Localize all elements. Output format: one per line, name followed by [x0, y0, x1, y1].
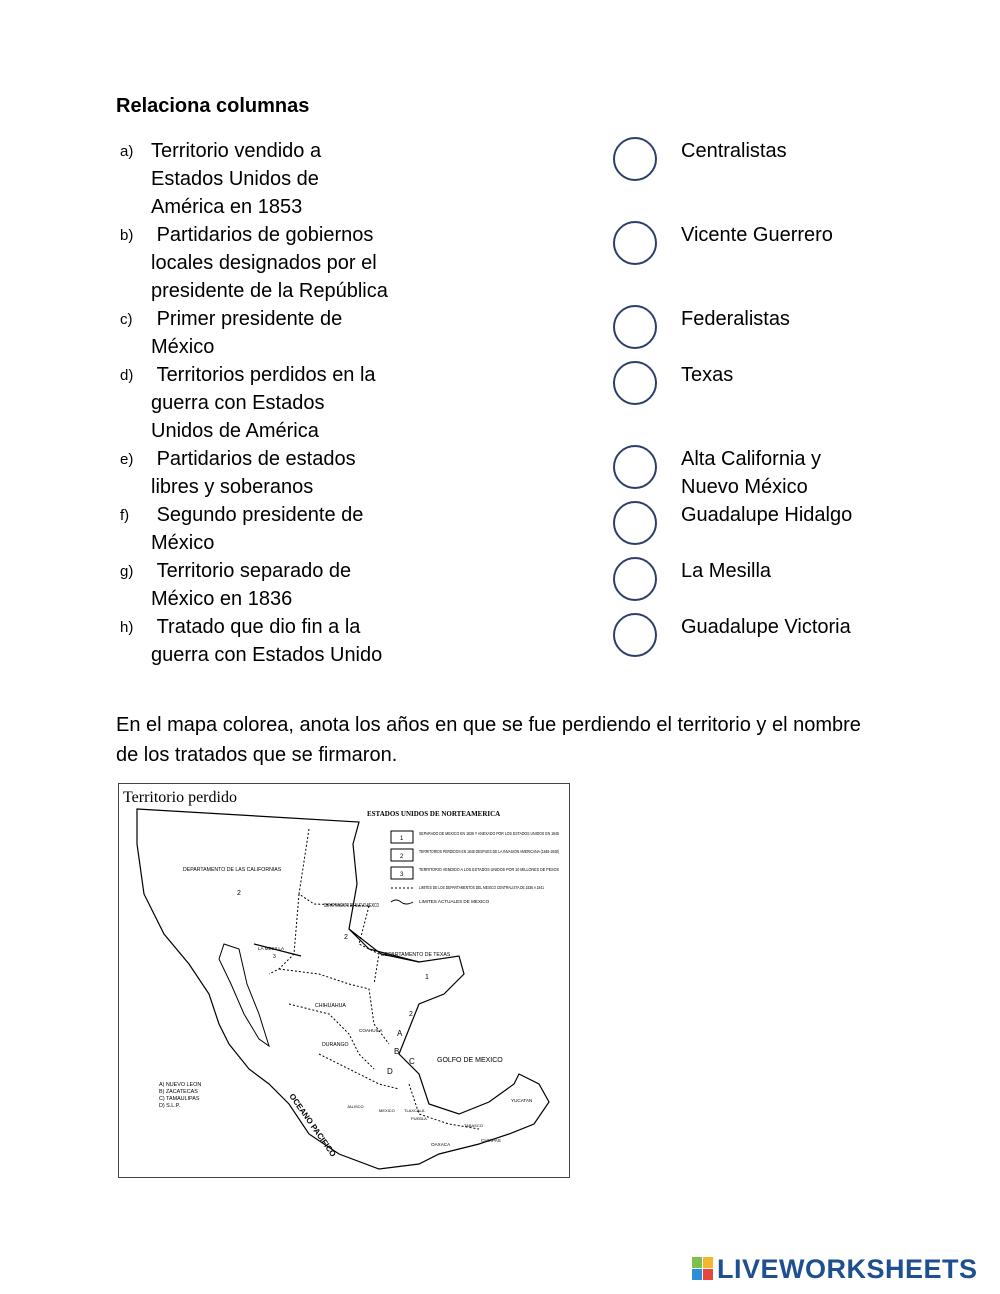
- match-item-b: [120, 221, 410, 305]
- answer-circle-1[interactable]: [613, 137, 657, 181]
- abbrev-item: A) NUEVO LEON: [159, 1082, 202, 1088]
- map-label: TLAXCALA: [404, 1108, 425, 1113]
- abbrev-list: [159, 1082, 201, 1109]
- answer-circle-4[interactable]: [613, 361, 657, 405]
- region-number: 3: [273, 954, 276, 960]
- item-letter: h): [120, 619, 134, 636]
- state-letter: D: [387, 1067, 393, 1076]
- legend-text: TERRITORIO VENDIDO A LOS ESTADOS UNIDOS POR 10 MILLONES DE PESOS: [419, 867, 559, 872]
- legend-line-text: LIMITES ACTUALES DE MEXICO: [419, 899, 490, 904]
- item-text: Tratado que dio fin a la guerra con Estados Unido: [151, 616, 383, 666]
- item-text: Partidarios de estados libres y soberanos: [151, 448, 356, 498]
- match-item-f: [120, 501, 410, 557]
- state-letter: B: [394, 1047, 400, 1056]
- match-item-c: [120, 305, 410, 361]
- legend-key: 3: [400, 872, 404, 878]
- map-label: DURANGO: [322, 1042, 349, 1048]
- map-label: COAHUILA: [359, 1028, 383, 1033]
- region-number: 2: [237, 890, 241, 897]
- item-text: Territorio vendido a Estados Unidos de América en 1853: [151, 140, 322, 218]
- map-title: Territorio perdido: [123, 789, 237, 806]
- page-title: Relaciona columnas: [116, 95, 310, 117]
- legend-key: 2: [400, 854, 404, 860]
- map-label: LA MESILLA: [258, 946, 285, 951]
- match-item-g: [120, 557, 410, 613]
- item-text: Primer presidente de México: [151, 308, 343, 358]
- region-number: 2: [344, 934, 348, 941]
- legend-key: 1: [400, 836, 404, 842]
- match-item-e: [120, 445, 410, 501]
- answer-circle-6[interactable]: [613, 501, 657, 545]
- answer-circle-7[interactable]: [613, 557, 657, 601]
- abbrev-item: D) S.L.P.: [159, 1103, 181, 1109]
- item-text: Partidarios de gobiernos locales designados por el presidente de la República: [151, 224, 388, 302]
- answer-circle-8[interactable]: [613, 613, 657, 657]
- item-letter: e): [120, 451, 134, 468]
- item-letter: a): [120, 143, 134, 160]
- map-label: DEPARTAMENTO DE NUEVO MEXICO: [324, 903, 379, 909]
- state-letter: C: [409, 1057, 415, 1066]
- item-letter: c): [120, 311, 133, 328]
- answer-circle-5[interactable]: [613, 445, 657, 489]
- answer-option: Alta California y Nuevo México: [681, 448, 822, 498]
- map-label: OAXACA: [431, 1142, 451, 1147]
- state-letter: A: [397, 1029, 403, 1038]
- map-label: PUEBLA: [411, 1116, 427, 1121]
- match-item-h: [120, 613, 410, 669]
- item-text: Segundo presidente de México: [151, 504, 364, 554]
- item-letter: d): [120, 367, 134, 384]
- item-letter: g): [120, 563, 134, 580]
- answer-option: Federalistas: [681, 308, 790, 330]
- map-legend: [391, 831, 559, 904]
- map-label: TABASCO: [464, 1123, 483, 1128]
- liveworksheets-logo[interactable]: [692, 1253, 978, 1285]
- map-label: JALISCO: [347, 1104, 364, 1109]
- answer-option: Centralistas: [681, 140, 787, 162]
- region-number: 2: [409, 1011, 413, 1018]
- item-text: Territorio separado de México en 1836: [151, 560, 352, 610]
- answer-circle-3[interactable]: [613, 305, 657, 349]
- map-label: CHIHUAHUA: [315, 1003, 346, 1009]
- map-instructions: En el mapa colorea, anota los años en que se fue perdiendo el territorio y el nombre de los tratados que se firmaron.: [116, 714, 861, 766]
- match-item-d: [120, 361, 410, 445]
- legend-line-text: LIMITES DE LOS DEPARTAMENTOS DEL MEXICO CENTRALISTA DE 1836 A 1841: [419, 885, 545, 890]
- legend-text: SEPARADO DE MEXICO EN 1836 Y ANEXADO POR LOS ESTADOS UNIDOS EN 1845: [419, 831, 560, 836]
- item-letter: f): [120, 507, 130, 524]
- answer-option: Vicente Guerrero: [681, 224, 833, 246]
- abbrev-item: C) TAMAULIPAS: [159, 1096, 200, 1102]
- map-label: CHIAPAS: [481, 1138, 501, 1143]
- answer-option: Guadalupe Hidalgo: [681, 504, 853, 526]
- map-label: GOLFO DE MEXICO: [437, 1057, 503, 1064]
- territory-map: [118, 783, 570, 1178]
- item-text: Territorios perdidos en la guerra con Estados Unidos de América: [151, 364, 376, 442]
- answer-option: Texas: [681, 364, 734, 386]
- match-item-a: [120, 137, 410, 221]
- map-label: DEPARTAMENTO DE LAS CALIFORNIAS: [183, 867, 282, 873]
- answer-option: La Mesilla: [681, 560, 772, 582]
- answer-option: Guadalupe Victoria: [681, 616, 851, 638]
- map-label: OCEANO PACIFICO: [287, 1091, 338, 1159]
- map-label: YUCATAN: [511, 1098, 533, 1103]
- logo-text: LIVEWORKSHEETS: [717, 1253, 978, 1284]
- legend-text: TERRITORIOS PERDIDOS EN 1848 DESPUES DE LA INVASION AMERICANA (1846-1848): [419, 849, 560, 854]
- abbrev-item: B) ZACATECAS: [159, 1089, 198, 1095]
- region-number: 1: [425, 974, 429, 981]
- logo-icon: [692, 1257, 714, 1281]
- answer-circle-2[interactable]: [613, 221, 657, 265]
- item-letter: b): [120, 227, 134, 244]
- map-label: DEPARTAMENTO DE TEXAS: [381, 952, 451, 958]
- map-header: ESTADOS UNIDOS DE NORTEAMERICA: [367, 810, 501, 818]
- map-label: MEXICO: [379, 1108, 395, 1113]
